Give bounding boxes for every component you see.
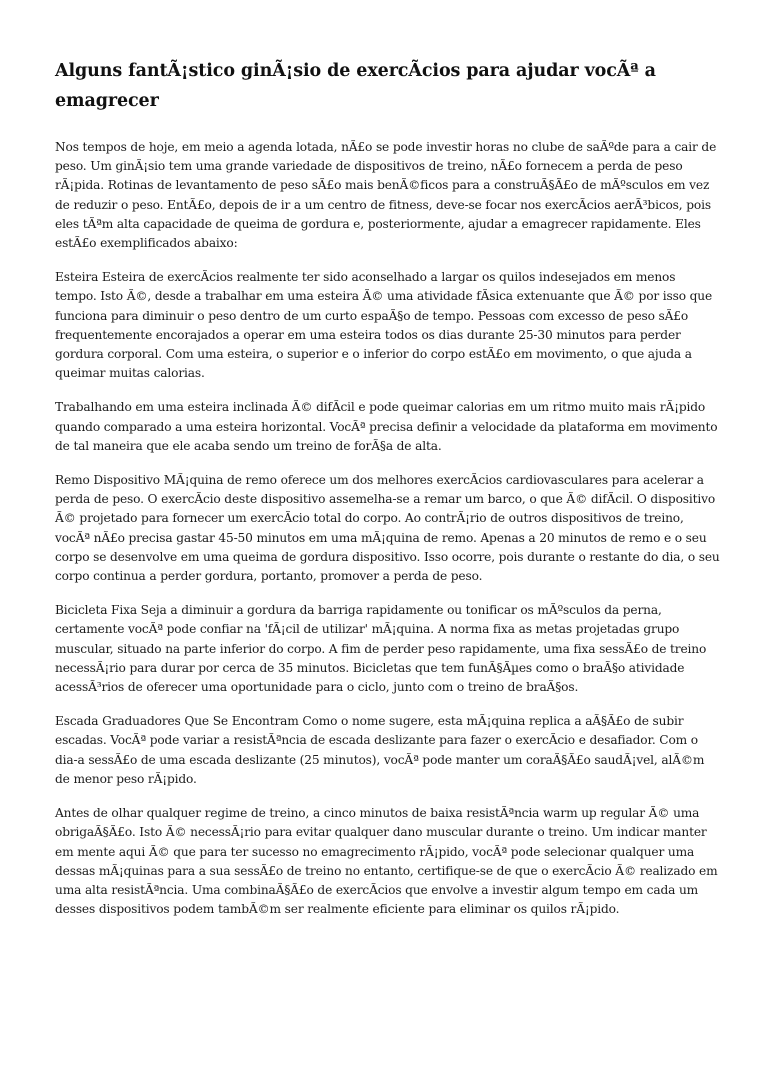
paragraph-esteira: Esteira Esteira de exercÃcios realmente ter sido aconselhado a largar os quilos indesejados em menos tempo. Isto Ã©, desde a trabalhar em uma esteira Ã© uma atividade fÃsica extenuante que Ã© por isso que funciona para diminuir o peso dentro de um curto espaÃ§o de tempo. Pessoas com excesso de peso sÃ£o frequentemente encorajados a operar em uma esteira todos os dias durante 25-30 minutos para perder gordura corporal. Com uma esteira, o superior e o inferior do corpo estÃ£o em movimento, o que ajuda a queimar muitas calorias. — [55, 270, 713, 381]
paragraph-bicicleta: Bicicleta Fixa Seja a diminuir a gordura da barriga rapidamente ou tonificar os mÃºsculos da perna, certamente vocÃª pode confiar na 'fÃ¡cil de utilizar' mÃ¡quina. A norma fixa as metas projetadas grupo muscular, situado na parte inferior do corpo. A fim de perder peso rapidamente, uma fixa sessÃ£o de treino necessÃ¡rio para durar por cerca de 35 minutos. Bicicletas que tem funÃ§Ãµes como o braÃ§o atividade acessÃ³rios de oferecer uma oportunidade para o ciclo, junto com o treino de braÃ§os. — [55, 603, 707, 695]
paragraph-esteira-inclinada: Trabalhando em uma esteira inclinada Ã© difÃcil e pode queimar calorias em um ritmo muito mais rÃ¡pido quando comparado a uma esteira horizontal. VocÃª precisa definir a velocidade da plataforma em movimento de tal maneira que ele acaba sendo um treino de forÃ§a de alta. — [55, 400, 718, 453]
document-title: Alguns fantÃ¡stico ginÃ¡sio de exercÃcios para ajudar vocÃª a emagrecer — [55, 61, 656, 111]
paragraph-escada: Escada Graduadores Que Se Encontram Como o nome sugere, esta mÃ¡quina replica a aÃ§Ã£o de subir escadas. VocÃª pode variar a resistÃªncia de escada deslizante para fazer o exercÃcio e desafiador. Com o dia-a sessÃ£o de uma escada deslizante (25 minutos), vocÃª pode manter um coraÃ§Ã£o saudÃ¡vel, alÃ©m de menor peso rÃ¡pido. — [55, 714, 705, 786]
paragraph-conclusao: Antes de olhar qualquer regime de treino, a cinco minutos de baixa resistÃªncia warm up regular Ã© uma obrigaÃ§Ã£o. Isto Ã© necessÃ¡rio para evitar qualquer dano muscular durante o treino. Um indicar manter em mente aqui Ã© que para ter sucesso no emagrecimento rÃ¡pido, vocÃª pode selecionar qualquer uma dessas mÃ¡quinas para a sua sessÃ£o de treino no entanto, certifique-se de que o exercÃcio Ã© realizado em uma alta resistÃªncia. Uma combinaÃ§Ã£o de exercÃcios que envolve a investir algum tempo em cada um desses dispositivos podem tambÃ©m ser realmente eficiente para eliminar os quilos rÃ¡pido. — [55, 806, 718, 917]
document-page — [55, 56, 720, 934]
paragraph-remo: Remo Dispositivo MÃ¡quina de remo oferece um dos melhores exercÃcios cardiovasculares para acelerar a perda de peso. O exercÃcio deste dispositivo assemelha-se a remar um barco, o que Ã© difÃcil. O dispositivo Ã© projetado para fornecer um exercÃcio total do corpo. Ao contrÃ¡rio de outros dispositivos de treino, vocÃª nÃ£o precisa gastar 45-50 minutos em uma mÃ¡quina de remo. Apenas a 20 minutos de remo e o seu corpo se desenvolve em uma queima de gordura dispositivo. Isso ocorre, pois durante o restante do dia, o seu corpo continua a perder gordura, portanto, promover a perda de peso. — [55, 473, 720, 584]
paragraph-intro: Nos tempos de hoje, em meio a agenda lotada, nÃ£o se pode investir horas no clube de saÃºde para a cair de peso. Um ginÃ¡sio tem uma grande variedade de dispositivos de treino, nÃ£o fornecem a perda de peso rÃ¡pida. Rotinas de levantamento de peso sÃ£o mais benÃ©ficos para a construÃ§Ã£o de mÃºsculos em vez de reduzir o peso. EntÃ£o, depois de ir a um centro de fitness, deve-se focar nos exercÃcios aerÃ³bicos, pois eles tÃªm alta capacidade de queima de gordura e, posteriormente, ajudar a emagrecer rapidamente. Eles estÃ£o exemplificados abaixo: — [55, 140, 717, 251]
